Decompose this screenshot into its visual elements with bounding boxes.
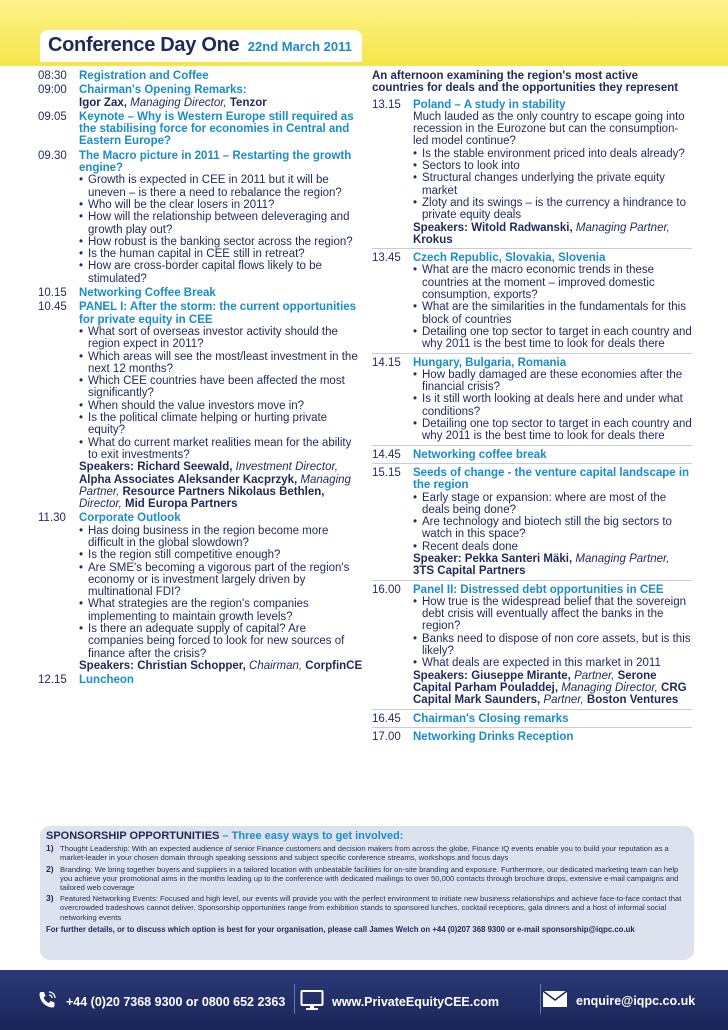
agenda-session xyxy=(372,467,692,578)
speaker-org: Alpha Associates xyxy=(79,473,175,486)
topic-item: • What strategies are the region's companies implementing to maintain growth levels? xyxy=(79,598,364,623)
session-topics xyxy=(79,326,364,461)
speaker-name: Giuseppe Mirante, xyxy=(471,669,571,682)
sponsorship-title-main: SPONSORSHIP OPPORTUNITIES xyxy=(46,830,220,842)
session-topics xyxy=(413,148,692,222)
session-title: Chairman's Closing remarks xyxy=(413,712,569,725)
session-divider xyxy=(372,353,692,354)
agenda-session xyxy=(372,252,692,350)
speaker-entry xyxy=(455,694,679,706)
session-speaker xyxy=(79,97,364,109)
session-time: 16.45 xyxy=(372,712,401,725)
speakers-label: Speaker: xyxy=(413,552,462,565)
topic-item: • Is the political climate helping or hurting private equity? xyxy=(79,412,364,437)
agenda-session xyxy=(372,713,692,725)
session-title: Registration and Coffee xyxy=(79,70,209,82)
topic-item: • Has doing business in the region become more difficult in the global slowdown? xyxy=(79,525,364,550)
contact-email-text: enquire@iqpc.co.uk xyxy=(576,993,696,1008)
option-text: Thought Leadership: With an expected audience of senior Finance customers and decision makers from across the globe, Finance IQ events enable you to build your reputation as a market-leader in your chosen domain through speaking sessions and subject specific conference streams, workshops and focus days xyxy=(60,844,669,863)
afternoon-intro: An afternoon examining the region's most active countries for deals and the opportunities they represent xyxy=(372,70,679,95)
session-content xyxy=(413,467,692,578)
speaker-name: Pekka Santeri Mäki, xyxy=(464,552,573,565)
topic-item: • Early stage or expansion: where are most of the deals being done? xyxy=(413,492,692,517)
session-time: 13.45 xyxy=(372,252,401,265)
agenda-session xyxy=(38,84,364,109)
session-speakers xyxy=(79,660,364,672)
session-time: 17.00 xyxy=(372,730,401,743)
session-time: 14.15 xyxy=(372,356,401,369)
session-content xyxy=(79,70,364,82)
topic-item: • Growth is expected in CEE in 2011 but it will be uneven – is there a need to rebalance the region? xyxy=(79,174,364,199)
session-speakers xyxy=(413,222,692,247)
speaker-entry xyxy=(137,660,362,672)
topic-item: • Structural changes underlying the private equity market xyxy=(413,172,692,197)
speaker-name: Nikolaus Bethlen, xyxy=(227,485,325,498)
topic-item: • Recent deals done xyxy=(413,541,692,553)
session-title: Networking Drinks Reception xyxy=(413,730,574,743)
session-content xyxy=(79,84,364,109)
session-content xyxy=(79,287,364,299)
contact-website[interactable] xyxy=(300,989,499,1014)
session-content xyxy=(413,713,692,725)
session-time: 10.45 xyxy=(38,301,67,314)
speaker-role: Managing Partner, xyxy=(575,552,670,565)
topic-item: • How robust is the banking sector across the region? xyxy=(79,236,364,248)
sponsorship-option xyxy=(46,865,686,893)
topic-item: • Sectors to look into xyxy=(413,160,692,172)
option-number: 1) xyxy=(46,843,54,854)
sponsorship-title-accent: – Three easy ways to get involved: xyxy=(222,830,404,842)
agenda-session xyxy=(372,584,692,707)
topic-item: • Detailing one top sector to target in each country and why 2011 is the best time to look for deals there xyxy=(413,326,692,351)
session-content xyxy=(413,584,692,707)
speaker-org: CorpfinCE xyxy=(305,659,363,672)
speaker-role: Investment Director, xyxy=(235,461,338,474)
topic-item: • Which CEE countries have been affected the most significantly? xyxy=(79,375,364,400)
agenda-session xyxy=(372,449,692,461)
agenda-session xyxy=(372,99,692,247)
topic-item: • Who will be the clear losers in 2011? xyxy=(79,199,364,211)
topic-item: • Are SME's becoming a vigorous part of the region's economy or is investment largely driven by multinational FDI? xyxy=(79,562,364,599)
topic-item: • Are technology and biotech still the big sectors to watch in this space? xyxy=(413,516,692,541)
header-banner xyxy=(0,0,728,66)
speaker-org: Krokus xyxy=(413,233,453,246)
session-content xyxy=(413,731,692,743)
speaker-name: Witold Radwanski, xyxy=(471,221,573,234)
session-divider xyxy=(372,580,692,581)
sponsorship-title xyxy=(46,832,686,841)
speaker-name: Christian Schopper, xyxy=(137,659,246,672)
sponsorship-option xyxy=(46,894,686,922)
topic-item: • Is the human capital in CEE still in retreat? xyxy=(79,248,364,260)
speaker-role: Director, xyxy=(79,498,122,511)
session-topics xyxy=(413,369,692,443)
session-title: Networking coffee break xyxy=(413,448,547,461)
session-content xyxy=(79,512,364,672)
session-speakers xyxy=(79,461,364,510)
speakers-label: Speakers: xyxy=(413,669,468,682)
page-date: 22nd March 2011 xyxy=(247,39,352,54)
session-title: Panel II: Distressed debt opportunities in CEE xyxy=(413,583,664,596)
session-content xyxy=(79,301,364,510)
agenda-session xyxy=(372,357,692,443)
session-content xyxy=(413,99,692,247)
session-content xyxy=(79,150,364,285)
session-title: Hungary, Bulgaria, Romania xyxy=(413,356,567,369)
speaker-name: Mark Saunders, xyxy=(454,694,541,707)
session-title: Networking Coffee Break xyxy=(79,287,216,300)
session-divider xyxy=(372,727,692,728)
session-time: 13.15 xyxy=(372,98,401,111)
sponsorship-box xyxy=(40,826,694,960)
speaker-role: Managing Director, xyxy=(130,96,227,109)
option-number: 2) xyxy=(46,863,54,874)
page-title: Conference Day One xyxy=(48,34,240,56)
contact-separator xyxy=(294,984,295,1014)
speaker-org: Boston Ventures xyxy=(586,694,679,707)
agenda-session xyxy=(38,70,364,82)
session-content xyxy=(79,111,364,148)
agenda-session xyxy=(38,111,364,148)
topic-item: • How are cross-border capital flows likely to be stimulated? xyxy=(79,260,364,285)
speaker-name: Igor Zax, xyxy=(79,96,127,109)
session-topics xyxy=(413,264,692,350)
speaker-role: Managing Partner, xyxy=(575,221,670,234)
speaker-org: Serone Capital xyxy=(413,669,657,694)
agenda-left-column xyxy=(38,70,364,689)
agenda-right-column xyxy=(372,70,692,745)
contact-separator xyxy=(540,984,541,1014)
session-title: The Macro picture in 2011 – Restarting the growth engine? xyxy=(79,149,352,175)
speaker-name: Richard Seewald, xyxy=(137,461,233,474)
topic-item: • How badly damaged are these economies after the financial crisis? xyxy=(413,369,692,394)
session-speakers xyxy=(413,670,692,707)
topic-item: • Is it still worth looking at deals here and under what conditions? xyxy=(413,393,692,418)
session-content xyxy=(79,674,364,686)
session-topics xyxy=(79,525,364,660)
topic-item: • What deals are expected in this market in 2011 xyxy=(413,657,692,669)
topic-item: • Is there an adequate supply of capital? Are companies being forced to look for new sources of finance after the crisis? xyxy=(79,623,364,660)
speakers-label: Speakers: xyxy=(79,461,134,474)
speakers-label: Speakers: xyxy=(79,659,134,672)
sponsorship-option xyxy=(46,844,686,862)
option-text: Featured Networking Events: Focused and high level, our events will provide you with the perfect environment to initiate new business relationships and achieve face-to-face contact that overcrowded tradeshows cannot deliver. Sponsorship opportunities range from exhibition stands to sponsored lunches, cocktail receptions, gala dinners and a host of informal social networking events xyxy=(60,894,682,922)
monitor-icon xyxy=(300,989,324,1014)
session-title: Keynote – Why is Western Europe still required as the stabilising force for economies in Central and Eastern Europe? xyxy=(79,110,354,148)
session-time: 08:30 xyxy=(38,70,67,82)
session-divider xyxy=(372,248,692,249)
agenda-session xyxy=(38,674,364,686)
session-time: 09.30 xyxy=(38,149,67,162)
session-time: 09.05 xyxy=(38,110,67,123)
contact-email[interactable] xyxy=(542,989,695,1012)
speaker-role: Partner, xyxy=(574,669,615,682)
session-divider xyxy=(372,709,692,710)
session-divider xyxy=(372,463,692,464)
session-title: Seeds of change - the venture capital landscape in the region xyxy=(413,466,690,492)
topic-item: • Banks need to dispose of non core assets, but is this likely? xyxy=(413,633,692,658)
session-title: PANEL I: After the storm: the current opportunities for private equity in CEE xyxy=(79,301,357,326)
speakers-label: Speakers: xyxy=(413,221,468,234)
session-time: 10.15 xyxy=(38,287,67,300)
envelope-icon xyxy=(542,989,568,1012)
speaker-org: Mid Europa Partners xyxy=(125,498,238,511)
session-time: 09:00 xyxy=(38,84,67,97)
session-topics xyxy=(413,596,692,670)
session-topics xyxy=(413,492,692,553)
agenda-session xyxy=(38,287,364,299)
topic-item: • Is the region still competitive enough? xyxy=(79,549,364,561)
session-title: Poland – A study in stability xyxy=(413,98,566,111)
agenda-session xyxy=(38,301,364,510)
session-time: 11.30 xyxy=(38,512,66,525)
session-topics xyxy=(79,174,364,285)
sponsorship-contact-note: For further details, or to discuss which option is best for your organisation, please call James Welch on +44 (0)207 368 9300 or e-mail sponsorship@iqpc.co.uk xyxy=(46,924,635,934)
session-title: Luncheon xyxy=(79,674,134,687)
session-content xyxy=(413,252,692,350)
topic-item: • Is the stable environment priced into deals already? xyxy=(413,148,692,160)
contact-bar xyxy=(0,970,728,1030)
topic-item: • When should the value investors move in? xyxy=(79,400,364,412)
speaker-role: Managing Partner, xyxy=(79,473,351,498)
session-content xyxy=(413,449,692,461)
session-divider xyxy=(372,445,692,446)
session-content xyxy=(413,357,692,443)
session-speakers xyxy=(413,553,692,578)
speaker-org: Tenzor xyxy=(229,96,267,109)
topic-item: • How true is the widespread belief that the sovereign debt crisis will eventually affect the banks in the region? xyxy=(413,596,692,633)
session-time: 14.45 xyxy=(372,448,401,461)
agenda-session xyxy=(38,150,364,285)
session-title: Czech Republic, Slovakia, Slovenia xyxy=(413,252,606,265)
speaker-org: Resource Partners xyxy=(122,485,225,498)
session-title: Chairman's Opening Remarks: xyxy=(79,84,247,97)
agenda-session xyxy=(38,512,364,672)
topic-item: • Which areas will see the most/least investment in the next 12 months? xyxy=(79,351,364,376)
agenda-session xyxy=(372,731,692,743)
topic-item: • What do current market realities mean for the ability to exit investments? xyxy=(79,437,364,462)
speaker-name: Aleksander Kacprzyk, xyxy=(177,473,298,486)
session-time: 16.00 xyxy=(372,583,401,596)
speaker-org: CRG Capital xyxy=(413,681,687,707)
topic-item: • Detailing one top sector to target in each country and why 2011 is the best time to look for deals there xyxy=(413,418,692,443)
session-title: Corporate Outlook xyxy=(79,512,181,525)
speaker-name: Parham Pouladdej, xyxy=(454,681,559,694)
session-description: Much lauded as the only country to escape going into recession in the Eurozone but can the consumption-led model continue? xyxy=(413,110,685,148)
topic-item: • How will the relationship between deleveraging and growth play out? xyxy=(79,211,364,236)
option-text: Branding: We bring together buyers and suppliers in a tailored location with unbeatable facilities for on-site branding and exposure. Furthermore, our dedicated marketing team can help you achieve your promotional aims in the months leading up to the conference with dedicated mailings to over 50,000 contacts through brochure drops, extensive e-mail campaigns and tailored web coverage xyxy=(60,864,679,893)
speaker-org: 3TS Capital Partners xyxy=(413,565,526,578)
contact-phone[interactable] xyxy=(36,989,285,1014)
session-time: 15.15 xyxy=(372,466,401,479)
topic-item: • Zloty and its swings – is the currency a hindrance to private equity deals xyxy=(413,197,692,222)
topic-item: • What are the macro economic trends in these countries at the moment – improved domestic consumption, exports? xyxy=(413,264,692,301)
contact-phone-text: +44 (0)20 7368 9300 or 0800 652 2363 xyxy=(66,994,286,1009)
contact-website-text: www.PrivateEquityCEE.com xyxy=(332,994,499,1009)
session-time: 12.15 xyxy=(38,674,67,687)
phone-icon xyxy=(36,989,58,1014)
title-tab xyxy=(40,30,362,62)
topic-item: • What sort of overseas investor activity should the region expect in 2011? xyxy=(79,326,364,351)
speaker-role: Chairman, xyxy=(249,659,303,672)
speaker-role: Managing Director, xyxy=(561,681,658,694)
topic-item: • What are the similarities in the fundamentals for this block of countries xyxy=(413,301,692,326)
option-number: 3) xyxy=(46,893,54,904)
speaker-role: Partner, xyxy=(543,694,584,707)
